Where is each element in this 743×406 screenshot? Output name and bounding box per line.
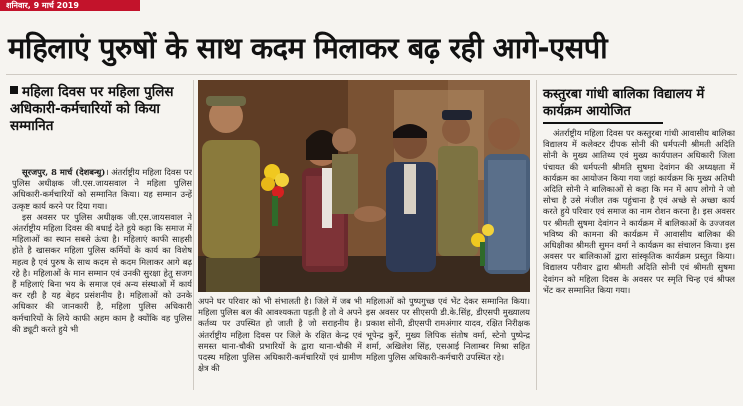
right-story-para-1: अंतर्राष्ट्रीय महिला दिवस पर कस्तुरबा गांधी आवासीय बालिका विद्यालय में कलेक्टर दीपक सोनी की धर्मपत्नी श्रीमती अदिति सोनी के मुख्य आतिथ्य एवं मुख्य कार्यपालन अधिकारी जिला पंचायत की धर्मपत्नी श्रीमति सुषमा देवांगन की अध्यक्षता में कार्यक्रम का आयोजन किया गया जहां कार्यक्रम कि मुख्य अतिथी अदिति सोनी ने बालिकाओं से कहा कि मन में आप लोगो ने जो सोचा है उसे मंजील तक पहुंचाना है एवं अच्छे से अच्छा कार्य करते हुये परिवार एवं समाज का नाम रोशन करना है। इस अवसर पर श्रीमती सुषमा देवांगन ने कार्यक्रम में बालिकाओं के उज्जवल भविष्य की कामना की कार्यक्रम में आवासीय बालिका की अधिक्षीका श्रीमती सुमन वर्मा ने कार्यक्रम का संचालन किया। इस अवसर पर बालिकाओं द्वारा सांस्कृतिक कार्यक्रम प्रस्तुत किया। विद्यालय परीवार द्वारा श्रीमती अदिति सोनी एवं श्रीमती सुषमा देवांगन को महिला दिवस के अवसर पर स्मृति चिन्ह एवं श्रीफ्ल भेंट कर सम्मानित किया गया। [543,128,735,295]
caption-column-2: महिलाओं को पुष्पगुच्छ एवं भेंट देकर सम्मानित किया। इस अवसर पर सीएसपी डी.के.सिंह, डीएसपी मुख्यालय प्रकाश सोनी, डीएसपी रामअंगार यादव, रक्षित निरीक्षक भूपेन्द्र कुर्रे, मुख्य लिपिक संतोष वर्मा, स्टेनो पुष्पेन्द्र शर्मा, अखिलेश सिंह, एसआई निलाम्बर मिश्रा सहित महिला पुलिस अधिकारी-कर्मचारी उपस्थित रहे। [366,296,530,363]
left-story-para-1: । अंतर्राष्ट्रीय महिला दिवस पर पुलिस अधीक्षक जी.एस.जायसवाल ने महिला पुलिस अधिकारी-कर्मचारियों को सम्मानित किया। यह सम्मान उन्हें उत्कृष्ट कार्य करने पर दिया गया। [12,167,192,211]
right-story-title-text: कस्तुरबा गांधी बालिका विद्यालय में कार्यक्रम आयोजित [543,87,705,119]
right-title-underline [543,122,663,124]
caption-column-1: अपने घर परिवार को भी संभालती है। जिले में जब भी महिला पुलिस बल की आवश्यकता पड़ती है तो वे अपने कर्तव्य पर उपस्थित हो जाती है जो सराहनीय है। अंतर्राष्ट्रीय महिला दिवस पर जिले के रक्षित केन्द्र एवं समस्त थाना-चौकी प्रभारियों के द्वारा थाना-चौकी में पदस्थ महिला पुलिस अधिकारी-कर्मचारियों एवं ग्रामीण क्षेत्र की [198,296,362,374]
right-story-body [543,128,735,390]
left-story-body [12,167,192,389]
headline-divider [6,74,737,75]
column-divider-right [536,80,537,390]
left-story-title [10,84,190,135]
page-headline: महिलाएं पुरुषों के साथ कदम मिलाकर बढ़ रही आगे-एसपी [8,31,608,65]
news-photo [198,80,530,292]
left-story-title-text: महिला दिवस पर महिला पुलिस अधिकारी-कर्मचारियों को किया सम्मानित [10,84,174,134]
left-story-dateline: सूरजपुर, 8 मार्च (देशबन्धु) [22,167,106,177]
handshake-figure [354,206,386,222]
column-divider-left [193,80,194,390]
square-bullet-icon [10,86,18,94]
right-story-title [543,86,733,120]
photo-illustration [198,80,530,292]
background-officer-figure [332,128,358,214]
left-story-para-2: इस अवसर पर पुलिस अधीक्षक जी.एस.जायसवाल ने अंतर्राष्ट्रीय महिला दिवस की बधाई देते हुये कहा कि समाज में महिलाओं का स्थान सबसे ऊंचा है। महिलाएं काफी साहसी होते है खासकर महिला पुलिस कर्मियों के कार्य का विशेष महत्व है एवं पुरुष के साथ कदम से कदम मिलाकर आगे बढ़ रहे है। महिलाओं के मान सम्मान एवं उनकी सुरक्षा हेतु सजग हैं महिलाएं बिना भय के समाज एवं अन्य संस्थाओं में कार्य कर रही है यह बेहद प्रसंशनीय है। महिलाओं को उनके अधिकार की जानकारी है, महिला पुलिस अधिकारी कर्मचारियों के लिये काफी अहम काम है क्योंकि वह पुलिस की ड्यूटी करते हुये भी [12,211,192,334]
date-strip: शनिवार, 9 मार्च 2019 [0,0,140,11]
